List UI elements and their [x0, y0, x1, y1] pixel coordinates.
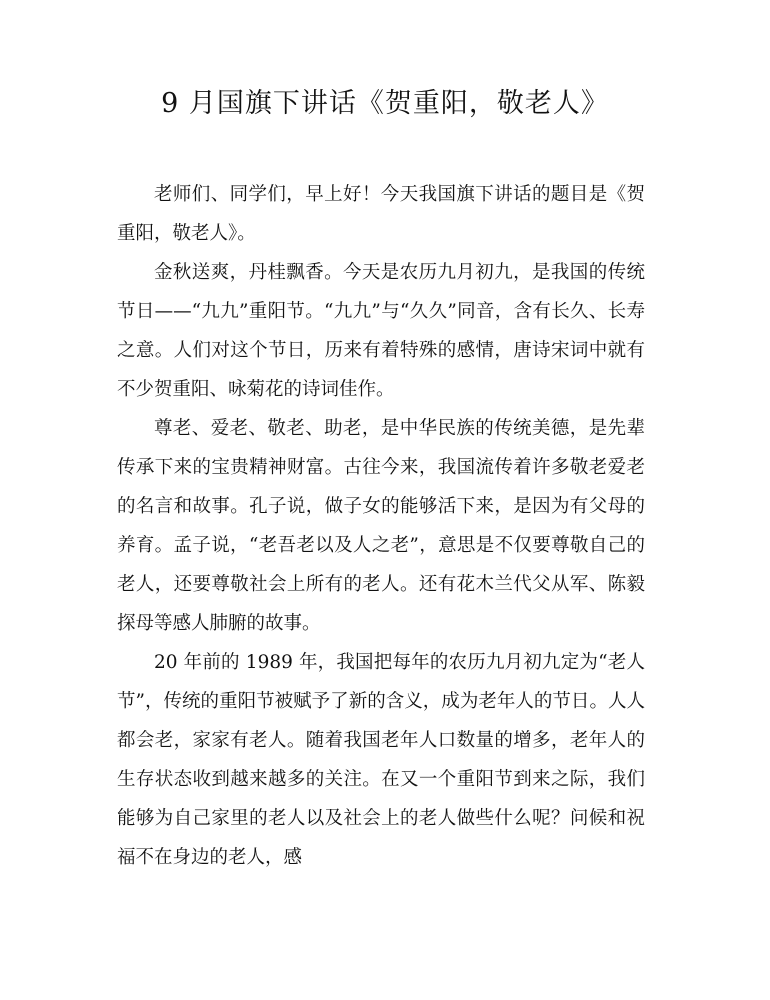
document-body [117, 175, 645, 877]
paragraph-senior-day: 20 年前的 1989 年，我国把每年的农历九月初九定为“老人节”，传统的重阳节被赋予了新的含义，成为老年人的节日。人人都会老，家家有老人。随着我国老年人口数量的增多，老年人的生存状态收到越来越多的关注。在又一个重阳节到来之际，我们能够为自己家里的老人以及社会上的老人做些什么呢？问候和祝福不在身边的老人，感 [117, 652, 645, 868]
paragraph-greeting: 老师们、同学们，早上好！今天我国旗下讲话的题目是《贺重阳，敬老人》。 [117, 184, 645, 244]
paragraph-festival-intro: 金秋送爽，丹桂飘香。今天是农历九月初九，是我国的传统节日——“九九”重阳节。“九九”与“久久”同音，含有长久、长寿之意。人们对这个节日，历来有着特殊的感情，唐诗宋词中就有不少贺重阳、咏菊花的诗词佳作。 [117, 262, 645, 400]
paragraph-tradition: 尊老、爱老、敬老、助老，是中华民族的传统美德，是先辈传承下来的宝贵精神财富。古往今来，我国流传着许多敬老爱老的名言和故事。孔子说，做子女的能够活下来，是因为有父母的养育。孟子说，“老吾老以及人之老”，意思是不仅要尊敬自己的老人，还要尊敬社会上所有的老人。还有花木兰代父从军、陈毅探母等感人肺腑的故事。 [117, 418, 645, 634]
document-title: 9 月国旗下讲话《贺重阳，敬老人》 [161, 88, 609, 119]
